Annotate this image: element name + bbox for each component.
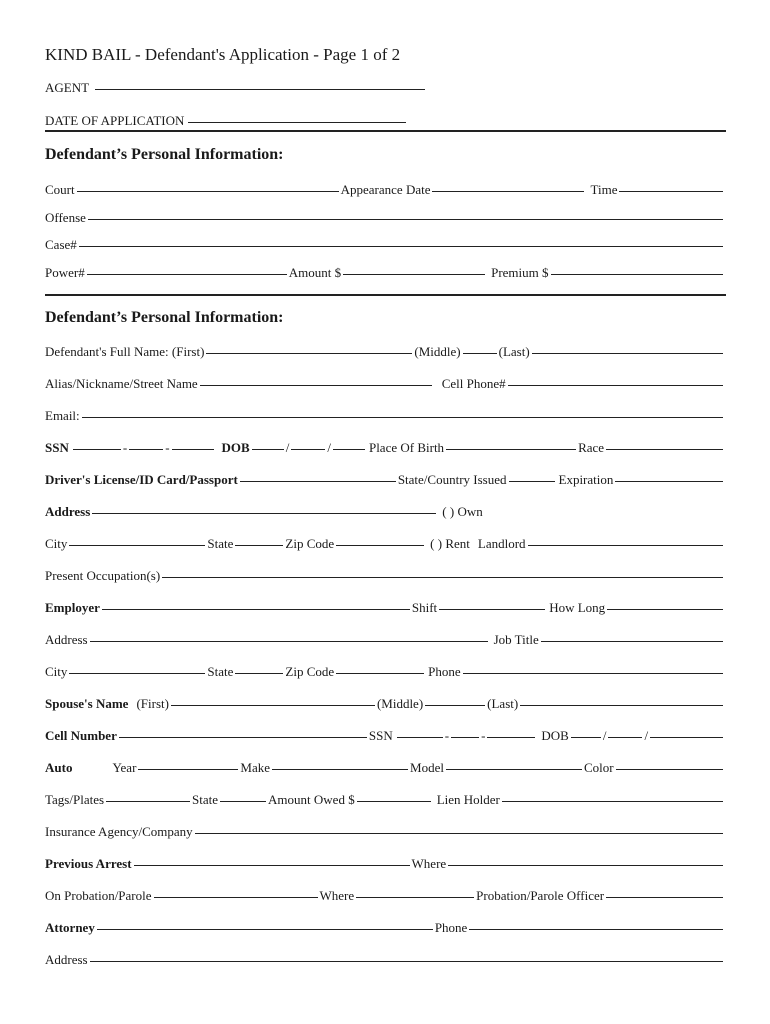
- divider: [45, 130, 726, 132]
- spouse-dob-year-field[interactable]: [650, 737, 723, 738]
- tags-label: Tags/Plates: [45, 792, 105, 807]
- amount-owed-field[interactable]: [357, 801, 431, 802]
- spouse-cell-row: [45, 728, 725, 744]
- first-name-field[interactable]: [206, 353, 412, 354]
- occupation-field[interactable]: [162, 577, 723, 578]
- cell-phone-label: Cell Phone#: [441, 376, 506, 391]
- zip-label: Zip Code: [285, 536, 335, 551]
- employer-city-label: City: [45, 664, 68, 679]
- dob-label: DOB: [221, 440, 250, 455]
- arrest-where-field[interactable]: [448, 865, 723, 866]
- full-name-row: [45, 344, 725, 360]
- dob-year-field[interactable]: [333, 449, 365, 450]
- arrest-where-label: Where: [411, 856, 447, 871]
- power-row: [45, 265, 725, 281]
- previous-arrest-label: Previous Arrest: [45, 856, 132, 871]
- city-label: City: [45, 536, 68, 551]
- tags-field[interactable]: [106, 801, 190, 802]
- employer-label: Employer: [45, 600, 100, 615]
- agent-row: [45, 80, 725, 96]
- year-label: Year: [112, 760, 137, 775]
- address-label: Address: [45, 504, 91, 519]
- spouse-dob-day-field[interactable]: [608, 737, 642, 738]
- expiration-field[interactable]: [615, 481, 723, 482]
- license-row: [45, 472, 725, 488]
- premium-label: Premium $: [491, 265, 549, 280]
- amount-label: Amount $: [288, 265, 342, 280]
- address-field[interactable]: [92, 513, 436, 514]
- dob-month-field[interactable]: [252, 449, 284, 450]
- appearance-date-label: Appearance Date: [340, 182, 431, 197]
- full-name-label: Defendant's Full Name: (First): [45, 344, 205, 359]
- probation-where-field[interactable]: [356, 897, 474, 898]
- court-field[interactable]: [77, 191, 339, 192]
- auto-label: Auto: [45, 760, 73, 775]
- slash: /: [602, 728, 607, 743]
- race-label: Race: [578, 440, 605, 455]
- zip-field[interactable]: [336, 545, 424, 546]
- case-row: [45, 237, 725, 253]
- employer-address-field[interactable]: [90, 641, 488, 642]
- spouse-row: [45, 696, 725, 712]
- employer-zip-label: Zip Code: [285, 664, 335, 679]
- previous-arrest-row: [45, 856, 725, 872]
- lien-holder-label: Lien Holder: [436, 792, 500, 807]
- amount-field[interactable]: [343, 274, 485, 275]
- email-label: Email:: [45, 408, 80, 423]
- case-label: Case#: [45, 237, 77, 252]
- tags-state-label: State: [192, 792, 219, 807]
- date-field[interactable]: [188, 122, 406, 123]
- insurance-label: Insurance Agency/Company: [45, 824, 193, 839]
- employer-address-label: Address: [45, 632, 88, 647]
- date-label: DATE OF APPLICATION: [45, 113, 185, 128]
- cell-number-label: Cell Number: [45, 728, 117, 743]
- probation-where-label: Where: [319, 888, 355, 903]
- spouse-first-label: (First): [136, 696, 169, 711]
- slash: /: [285, 440, 290, 455]
- state-field[interactable]: [235, 545, 283, 546]
- ssn-label: SSN: [45, 440, 69, 455]
- ssn-part3-field[interactable]: [172, 449, 214, 450]
- probation-label: On Probation/Parole: [45, 888, 152, 903]
- email-row: [45, 408, 725, 424]
- attorney-address-field[interactable]: [90, 961, 723, 962]
- alias-field[interactable]: [200, 385, 432, 386]
- landlord-label: Landlord: [477, 536, 526, 551]
- spouse-first-field[interactable]: [171, 705, 375, 706]
- state-country-field[interactable]: [509, 481, 555, 482]
- probation-row: [45, 888, 725, 904]
- spouse-ssn-part1-field[interactable]: [397, 737, 443, 738]
- how-long-label: How Long: [549, 600, 606, 615]
- employer-phone-label: Phone: [428, 664, 461, 679]
- spouse-ssn-part3-field[interactable]: [487, 737, 535, 738]
- color-label: Color: [583, 760, 614, 775]
- occupation-row: [45, 568, 725, 584]
- city-row: [45, 536, 725, 552]
- spouse-last-label: (Last): [487, 696, 519, 711]
- attorney-address-label: Address: [45, 952, 88, 967]
- state-label: State: [207, 536, 234, 551]
- job-title-label: Job Title: [493, 632, 539, 647]
- last-name-field[interactable]: [532, 353, 723, 354]
- employer-address-row: [45, 632, 725, 648]
- cell-phone-field[interactable]: [508, 385, 723, 386]
- email-field[interactable]: [82, 417, 723, 418]
- power-label: Power#: [45, 265, 85, 280]
- alias-row: [45, 376, 725, 392]
- city-field[interactable]: [69, 545, 205, 546]
- power-field[interactable]: [87, 274, 287, 275]
- date-row: [45, 113, 725, 129]
- time-label: Time: [590, 182, 618, 197]
- how-long-field[interactable]: [607, 609, 723, 610]
- spouse-ssn-label: SSN: [368, 728, 393, 743]
- amount-owed-label: Amount Owed $: [268, 792, 355, 807]
- employer-zip-field[interactable]: [336, 673, 424, 674]
- license-field[interactable]: [240, 481, 396, 482]
- employer-city-row: [45, 664, 725, 680]
- employer-city-field[interactable]: [69, 673, 205, 674]
- dash: -: [481, 728, 486, 743]
- insurance-field[interactable]: [195, 833, 723, 834]
- agent-label: AGENT: [45, 80, 90, 95]
- ssn-part1-field[interactable]: [73, 449, 121, 450]
- employer-row: [45, 600, 725, 616]
- make-field[interactable]: [272, 769, 408, 770]
- last-label: (Last): [498, 344, 530, 359]
- make-label: Make: [240, 760, 271, 775]
- model-label: Model: [410, 760, 444, 775]
- offense-row: [45, 210, 725, 226]
- spouse-ssn-part2-field[interactable]: [451, 737, 479, 738]
- slash: /: [327, 440, 331, 455]
- attorney-phone-field[interactable]: [469, 929, 723, 930]
- attorney-field[interactable]: [97, 929, 433, 930]
- spouse-last-field[interactable]: [520, 705, 723, 706]
- place-of-birth-label: Place Of Birth: [368, 440, 445, 455]
- divider: [45, 294, 726, 296]
- model-field[interactable]: [446, 769, 582, 770]
- race-field[interactable]: [606, 449, 723, 450]
- offense-label: Offense: [45, 210, 86, 225]
- page-title: KIND BAIL - Defendant's Application - Page 1 of 2: [45, 45, 401, 64]
- case-field[interactable]: [79, 246, 723, 247]
- occupation-label: Present Occupation(s): [45, 568, 161, 583]
- offense-field[interactable]: [88, 219, 723, 220]
- premium-field[interactable]: [551, 274, 723, 275]
- agent-field[interactable]: [95, 89, 425, 90]
- spouse-middle-label: (Middle): [376, 696, 424, 711]
- shift-label: Shift: [411, 600, 438, 615]
- shift-field[interactable]: [439, 609, 545, 610]
- probation-officer-label: Probation/Parole Officer: [476, 888, 605, 903]
- time-field[interactable]: [619, 191, 723, 192]
- application-form-page: [45, 0, 725, 1024]
- slash: /: [644, 728, 649, 743]
- appearance-date-field[interactable]: [432, 191, 584, 192]
- expiration-label: Expiration: [558, 472, 614, 487]
- dob-day-field[interactable]: [291, 449, 325, 450]
- attorney-row: [45, 920, 725, 936]
- middle-label: (Middle): [414, 344, 461, 359]
- probation-field[interactable]: [154, 897, 318, 898]
- state-country-label: State/Country Issued: [397, 472, 507, 487]
- landlord-field[interactable]: [528, 545, 723, 546]
- auto-row: [45, 760, 725, 776]
- color-field[interactable]: [616, 769, 723, 770]
- spouse-dob-label: DOB: [541, 728, 569, 743]
- attorney-phone-label: Phone: [434, 920, 468, 935]
- employer-field[interactable]: [102, 609, 410, 610]
- job-title-field[interactable]: [541, 641, 723, 642]
- license-label: Driver's License/ID Card/Passport: [45, 472, 238, 487]
- attorney-address-row: [45, 952, 725, 968]
- rent-checkbox[interactable]: ( ) Rent: [430, 536, 470, 551]
- middle-name-field[interactable]: [463, 353, 497, 354]
- section-title-personal: Defendant’s Personal Information:: [45, 309, 284, 326]
- employer-state-label: State: [207, 664, 234, 679]
- spouse-middle-field[interactable]: [425, 705, 485, 706]
- alias-label: Alias/Nickname/Street Name: [45, 376, 198, 391]
- previous-arrest-field[interactable]: [134, 865, 410, 866]
- tags-row: [45, 792, 725, 808]
- tags-state-field[interactable]: [220, 801, 266, 802]
- spouse-label: Spouse's Name: [45, 696, 129, 711]
- attorney-label: Attorney: [45, 920, 95, 935]
- spouse-dob-month-field[interactable]: [571, 737, 601, 738]
- employer-state-field[interactable]: [235, 673, 283, 674]
- year-field[interactable]: [138, 769, 238, 770]
- employer-phone-field[interactable]: [463, 673, 723, 674]
- insurance-row: [45, 824, 725, 840]
- section-title-case: Defendant’s Personal Information:: [45, 146, 284, 163]
- ssn-part2-field[interactable]: [129, 449, 163, 450]
- dash: -: [122, 440, 128, 455]
- own-checkbox[interactable]: ( ) Own: [442, 504, 483, 519]
- lien-holder-field[interactable]: [502, 801, 723, 802]
- probation-officer-field[interactable]: [606, 897, 723, 898]
- court-label: Court: [45, 182, 75, 197]
- cell-number-field[interactable]: [119, 737, 367, 738]
- ssn-dob-row: [45, 440, 725, 456]
- dash: -: [444, 728, 450, 743]
- dash: -: [165, 440, 170, 455]
- address-row: [45, 504, 725, 520]
- place-of-birth-field[interactable]: [446, 449, 576, 450]
- court-row: [45, 182, 725, 198]
